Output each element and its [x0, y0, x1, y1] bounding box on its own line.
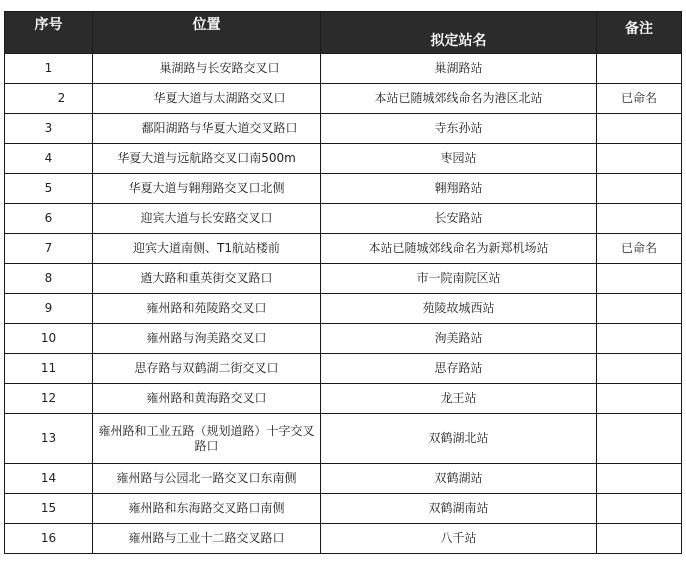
table-row: [5, 294, 682, 324]
header-location: 位置: [93, 12, 321, 54]
row-location: 雍州路和工业五路（规划道路）十字交叉路口: [93, 414, 321, 464]
row-index: 8: [5, 264, 93, 294]
table-row: [5, 354, 682, 384]
row-note: [597, 114, 682, 144]
row-index: 6: [5, 204, 93, 234]
row-note: 已命名: [597, 234, 682, 264]
row-location: 雍州路与工业十二路交叉路口: [93, 524, 321, 554]
row-note: [597, 494, 682, 524]
row-location: 迎宾大道与长安路交叉口: [93, 204, 321, 234]
row-index: 15: [5, 494, 93, 524]
row-index: 10: [5, 324, 93, 354]
table-row: [5, 464, 682, 494]
table-row: [5, 494, 682, 524]
table-row: [5, 84, 682, 114]
row-note: [597, 464, 682, 494]
row-location: 雍州路与公园北一路交叉口东南侧: [93, 464, 321, 494]
row-index: 5: [5, 174, 93, 204]
row-location: 迎宾大道南侧、T1航站楼前: [93, 234, 321, 264]
row-note: [597, 324, 682, 354]
station-table: [4, 11, 682, 554]
row-station: 本站已随城郊线命名为新郑机场站: [321, 234, 597, 264]
row-index: 12: [5, 384, 93, 414]
row-location: 雍州路和苑陵路交叉口: [93, 294, 321, 324]
row-note: [597, 144, 682, 174]
row-note: [597, 294, 682, 324]
row-location: 雍州路和东海路交叉路口南侧: [93, 494, 321, 524]
row-location: 华夏大道与太湖路交叉口: [93, 84, 321, 114]
row-station: 翱翔路站: [321, 174, 597, 204]
row-location: 雍州路和黄海路交叉口: [93, 384, 321, 414]
row-note: [597, 354, 682, 384]
row-station: 苑陵故城西站: [321, 294, 597, 324]
table-row: [5, 204, 682, 234]
row-note: [597, 264, 682, 294]
table-header-row: [5, 12, 682, 54]
row-index: 16: [5, 524, 93, 554]
row-station: 市一院南院区站: [321, 264, 597, 294]
table-row: [5, 414, 682, 464]
header-station: 拟定站名: [321, 12, 597, 54]
table-row: [5, 324, 682, 354]
row-note: [597, 204, 682, 234]
row-location: 华夏大道与翱翔路交叉口北侧: [93, 174, 321, 204]
row-note: 已命名: [597, 84, 682, 114]
row-note: [597, 524, 682, 554]
row-location: 雍州路与洵美路交叉口: [93, 324, 321, 354]
table-row: [5, 54, 682, 84]
row-location: 鄱阳湖路与华夏大道交叉路口: [93, 114, 321, 144]
row-index: 4: [5, 144, 93, 174]
row-location: 思存路与双鹤湖二街交叉口: [93, 354, 321, 384]
table-row: [5, 384, 682, 414]
row-station: 长安路站: [321, 204, 597, 234]
row-index: 13: [5, 414, 93, 464]
row-index: 14: [5, 464, 93, 494]
table-row: [5, 114, 682, 144]
header-note: 备注: [597, 12, 682, 54]
row-station: 龙王站: [321, 384, 597, 414]
row-index: 7: [5, 234, 93, 264]
row-station: 本站已随城郊线命名为港区北站: [321, 84, 597, 114]
row-station: 八千站: [321, 524, 597, 554]
table-row: [5, 234, 682, 264]
row-station: 巢湖路站: [321, 54, 597, 84]
row-station: 双鹤湖站: [321, 464, 597, 494]
table-row: [5, 174, 682, 204]
row-note: [597, 384, 682, 414]
row-station: 洵美路站: [321, 324, 597, 354]
row-note: [597, 54, 682, 84]
row-index: 9: [5, 294, 93, 324]
row-note: [597, 414, 682, 464]
row-location: 华夏大道与远航路交叉口南500m: [93, 144, 321, 174]
row-note: [597, 174, 682, 204]
row-station: 思存路站: [321, 354, 597, 384]
table-row: [5, 524, 682, 554]
row-station: 双鹤湖南站: [321, 494, 597, 524]
row-index: 1: [5, 54, 93, 84]
row-station: 寺东孙站: [321, 114, 597, 144]
row-location: 遒大路和重英街交叉路口: [93, 264, 321, 294]
table-row: [5, 144, 682, 174]
row-station: 枣园站: [321, 144, 597, 174]
row-index: 3: [5, 114, 93, 144]
row-index: 11: [5, 354, 93, 384]
header-index: 序号: [5, 12, 93, 54]
table-row: [5, 264, 682, 294]
row-location: 巢湖路与长安路交叉口: [93, 54, 321, 84]
row-station: 双鹤湖北站: [321, 414, 597, 464]
row-index: 2: [5, 84, 93, 114]
